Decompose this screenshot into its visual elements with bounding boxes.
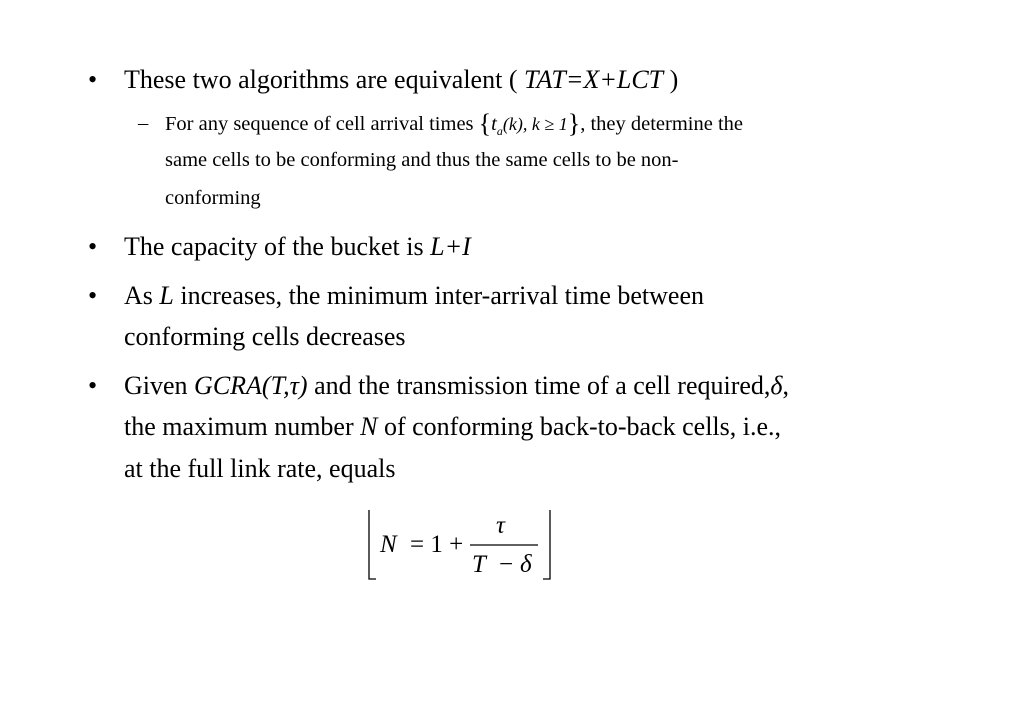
formula-denominator-t: T — [472, 551, 486, 578]
text-run: the maximum number — [124, 412, 361, 441]
text-run: , they determine the — [580, 113, 743, 135]
set-variable: t — [491, 113, 497, 135]
set-subscript: a — [496, 124, 503, 139]
bullet-text — [124, 59, 944, 100]
math-run: L — [159, 281, 174, 310]
bullet-line-2: conforming cells decreases — [124, 322, 406, 351]
text-run: The capacity of the bucket is — [124, 232, 431, 261]
text-run: As — [124, 281, 160, 310]
bullet-text — [124, 226, 944, 267]
text-run: and the transmission time of a cell required, — [307, 371, 771, 400]
math-run: GCRA(T,τ) — [194, 371, 308, 400]
formula-equals-one-plus: = 1 + — [410, 531, 464, 558]
sub-bullet-line-2: same cells to be conforming and thus the same cells to be non- — [165, 149, 679, 171]
text-run: ) — [663, 65, 679, 94]
math-run: TAT=X+LCT — [523, 65, 664, 94]
bullet-line-2 — [124, 406, 944, 447]
text-run: Given — [124, 371, 195, 400]
left-floor-bracket — [369, 510, 376, 579]
bullet-line-3: at the full link rate, equals — [124, 454, 396, 483]
text-run: of conforming back-to-back cells, i.e., — [377, 412, 782, 441]
floor-formula — [362, 508, 556, 582]
set-open-brace: { — [478, 109, 492, 138]
text-run: , — [782, 371, 789, 400]
bullet-line-1 — [124, 365, 944, 406]
math-run: δ — [770, 371, 783, 400]
bullet-marker: • — [88, 232, 98, 261]
bullet-marker: • — [88, 371, 98, 400]
bullet-marker: • — [88, 281, 98, 310]
sub-bullet-line-3: conforming — [165, 187, 261, 209]
right-floor-bracket — [543, 510, 550, 579]
bullet-marker: • — [88, 65, 98, 94]
text-run: For any sequence of cell arrival times — [165, 113, 479, 135]
formula-numerator: τ — [496, 512, 505, 539]
text-run: These two algorithms are equivalent ( — [124, 65, 524, 94]
bullet-line-1 — [124, 275, 944, 316]
math-run: N — [360, 412, 378, 441]
text-run: increases, the minimum inter-arrival time between — [173, 281, 704, 310]
sub-bullet-marker: – — [138, 112, 149, 134]
set-index: (k), k ≥ 1 — [502, 114, 568, 134]
formula-lhs: N — [380, 531, 397, 558]
formula-denominator-minus: − — [499, 551, 514, 578]
set-close-brace: } — [567, 109, 581, 138]
math-run: L+I — [430, 232, 471, 261]
formula-denominator-delta: δ — [520, 551, 532, 578]
